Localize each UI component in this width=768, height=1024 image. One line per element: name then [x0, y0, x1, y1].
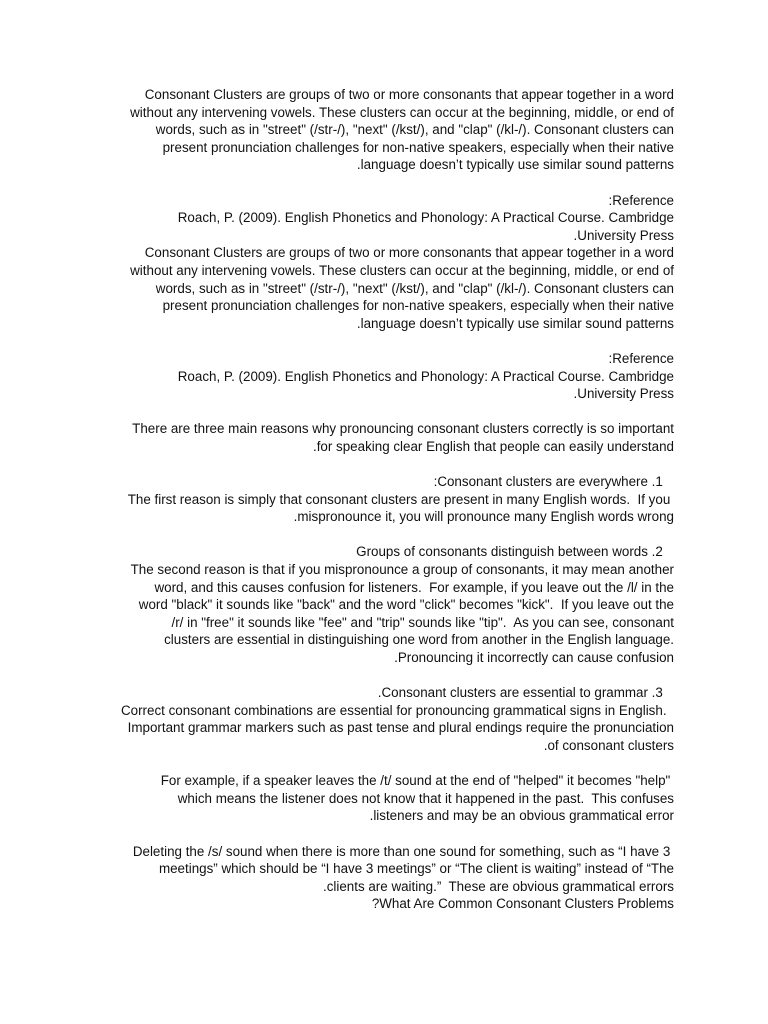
reason-3-paragraph [84, 702, 674, 755]
paragraph-spacer [84, 755, 674, 773]
text-line: :Reference [608, 192, 674, 208]
text-line: without any intervening vowels. These clusters can occur at the beginning, middle, or end of [130, 104, 674, 120]
reason-3-heading [84, 684, 674, 702]
text-line: ?What Are Common Consonant Clusters Problems [371, 896, 674, 912]
text-line: .University Press [573, 386, 674, 402]
text-line: Consonant Clusters are groups of two or more consonants that appear together in a word [144, 245, 674, 261]
text-line: The second reason is that if you mispronounce a group of consonants, it may mean another [130, 562, 674, 578]
reason-2-heading [84, 543, 674, 561]
text-line: clusters are essential in distinguishing one word from another in the English language. [164, 632, 674, 648]
text-line: words, such as in "street" (/str-/), "next" (/kst/), and "clap" (/kl-/). Consonant clusters can [155, 280, 674, 296]
paragraph-spacer [84, 332, 674, 350]
common-problems-heading [84, 895, 674, 913]
text-line: Roach, P. (2009). English Phonetics and Phonology: A Practical Course. Cambridge [177, 368, 674, 384]
paragraph-spacer [84, 455, 674, 473]
text-line: without any intervening vowels. These clusters can occur at the beginning, middle, or end of [130, 262, 674, 278]
text-line: /r/ in "free" it sounds like "fee" and "trip" sounds like "tip". As you can see, consonant [171, 614, 674, 630]
text-line: Roach, P. (2009). English Phonetics and Phonology: A Practical Course. Cambridge [177, 210, 674, 226]
example-s-sound-paragraph [84, 843, 674, 896]
text-line: Consonant Clusters are groups of two or more consonants that appear together in a word [144, 87, 674, 102]
document-page [84, 86, 674, 913]
text-line: Deleting the /s/ sound when there is more than one sound for something, such as “I have 3 [132, 843, 674, 859]
paragraph-spacer [84, 825, 674, 843]
text-line: Important grammar markers such as past tense and plural endings require the pronunciation [127, 720, 674, 736]
intro-reasons-paragraph [84, 420, 674, 455]
paragraph-spacer [84, 667, 674, 685]
reference-block-1 [84, 192, 674, 245]
definition-paragraph-1 [84, 86, 674, 174]
text-line: .Pronouncing it incorrectly can cause confusion [394, 650, 674, 665]
text-line: :Consonant clusters are everywhere .1 [433, 474, 674, 490]
text-line: Groups of consonants distinguish between words .2 [356, 544, 674, 560]
text-line: There are three main reasons why pronouncing consonant clusters correctly is so important [132, 421, 674, 437]
text-line: words, such as in "street" (/str-/), "next" (/kst/), and "clap" (/kl-/). Consonant clusters can [155, 122, 674, 138]
text-line: .clients are waiting.” These are obvious grammatical errors [322, 878, 674, 894]
text-line: .of consonant clusters [543, 737, 674, 753]
text-line: word, and this causes confusion for listeners. For example, if you leave out the /l/ in the [154, 579, 674, 595]
text-line: Correct consonant combinations are essential for pronouncing grammatical signs in English. [120, 702, 674, 718]
paragraph-spacer [84, 174, 674, 192]
text-line: which means the listener does not know that it happened in the past. This confuses [177, 790, 674, 806]
text-line: For example, if a speaker leaves the /t/ sound at the end of "helped" it becomes "help" [160, 773, 674, 789]
text-line: present pronunciation challenges for non-native speakers, especially when their native [162, 298, 674, 314]
text-line: .language doesn’t typically use similar sound patterns [356, 157, 674, 173]
text-line: :Reference [608, 350, 674, 366]
text-line: .Consonant clusters are essential to grammar .3 [377, 685, 674, 701]
text-line: .mispronounce it, you will pronounce many English words wrong [293, 509, 674, 525]
reason-1-heading [84, 473, 674, 491]
text-line: .listeners and may be an obvious grammatical error [369, 808, 674, 824]
reason-2-paragraph [84, 561, 674, 667]
text-line: .University Press [573, 227, 674, 243]
reason-1-paragraph [84, 491, 674, 526]
reference-block-2 [84, 350, 674, 403]
definition-paragraph-2 [84, 244, 674, 332]
text-line: .language doesn’t typically use similar sound patterns [356, 315, 674, 331]
example-helped-paragraph [84, 772, 674, 825]
paragraph-spacer [84, 526, 674, 544]
text-line: The first reason is simply that consonant clusters are present in many English words. If you [127, 491, 674, 507]
text-line: present pronunciation challenges for non-native speakers, especially when their native [162, 139, 674, 155]
text-line: meetings” which should be “I have 3 meetings” or “The client is waiting” instead of “The [158, 861, 674, 877]
text-line: word "black" it sounds like "back" and the word "click" becomes "kick". If you leave out the [138, 597, 674, 613]
text-line: .for speaking clear English that people can easily understand [312, 438, 674, 454]
paragraph-spacer [84, 403, 674, 421]
